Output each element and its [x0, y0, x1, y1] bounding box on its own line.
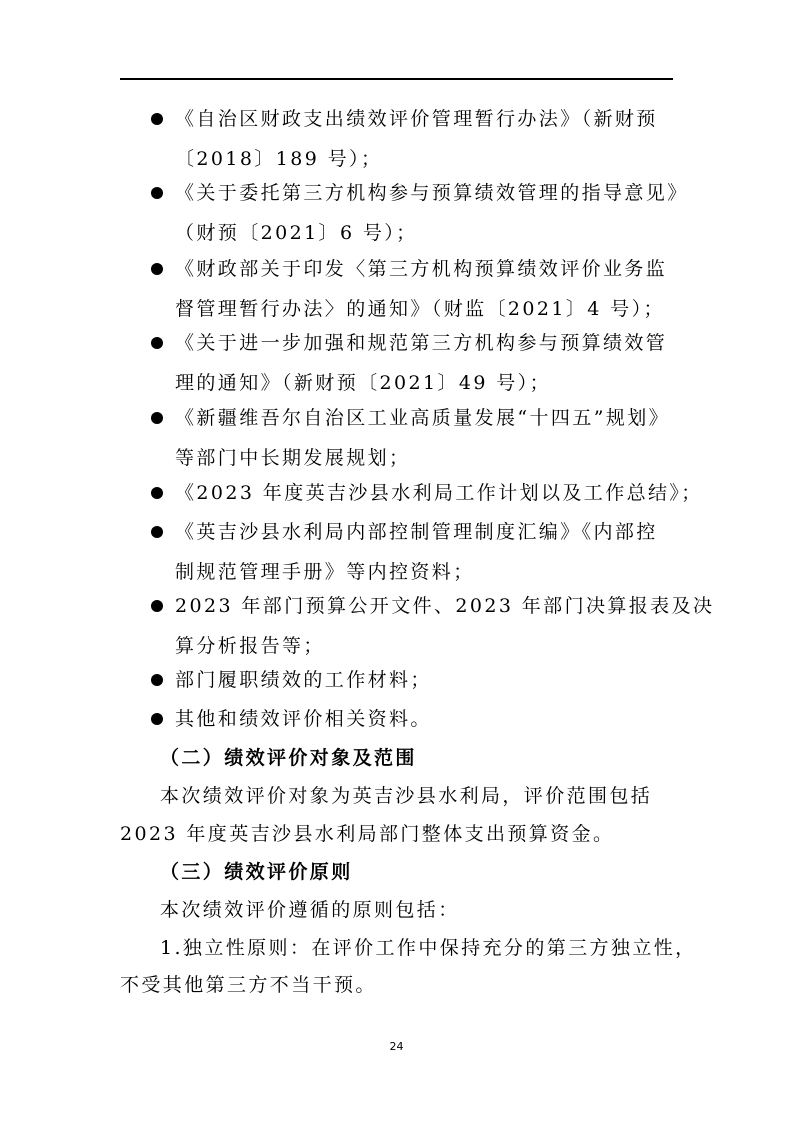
paragraph-line: 本次绩效评价对象为英吉沙县水利局，评价范围包括 — [160, 785, 653, 807]
page-number: 24 — [389, 1040, 404, 1053]
bullet-dot — [151, 113, 163, 125]
list-item-line: 《关于进一步加强和规范第三方机构参与预算绩效管 — [175, 332, 668, 354]
list-item-line: 《新疆维吾尔自治区工业高质量发展“十四五”规划》 — [175, 407, 671, 429]
list-item-line: 〔2018〕189 号）； — [175, 148, 383, 170]
paragraph-line: 1.独立性原则：在评价工作中保持充分的第三方独立性， — [160, 937, 697, 959]
paragraph-line: 本次绩效评价遵循的原则包括： — [160, 899, 460, 921]
list-item-line: 督管理暂行办法〉的通知》（财监〔2021〕4 号）； — [175, 298, 665, 320]
bullet-dot — [151, 674, 163, 686]
list-item-line: 算分析报告等； — [175, 635, 325, 657]
list-item-line: 《英吉沙县水利局内部控制管理制度汇编》《内部控 — [175, 521, 658, 543]
header-rule — [120, 78, 673, 80]
list-item-line: 《2023 年度英吉沙县水利局工作计划以及工作总结》； — [175, 482, 703, 504]
list-item-line: 《自治区财政支出绩效评价管理暂行办法》（新财预 — [175, 108, 658, 130]
list-item-line: 其他和绩效评价相关资料。 — [175, 708, 432, 730]
bullet-dot — [151, 526, 163, 538]
list-item-line: 等部门中长期发展规划； — [175, 447, 411, 469]
list-item-line: 《关于委托第三方机构参与预算绩效管理的指导意见》 — [175, 182, 689, 204]
bullet-dot — [151, 713, 163, 725]
list-item-line: 部门履职绩效的工作材料； — [175, 669, 432, 691]
paragraph-line: 2023 年度英吉沙县水利局部门整体支出预算资金。 — [120, 823, 615, 845]
list-item-line: 制规范管理手册》等内控资料； — [175, 561, 475, 583]
section-heading: （三）绩效评价原则 — [160, 861, 353, 883]
bullet-dot — [151, 487, 163, 499]
list-item-line: 2023 年部门预算公开文件、2023 年部门决算报表及决 — [175, 595, 715, 617]
list-item-line: （财预〔2021〕6 号）； — [175, 222, 418, 244]
bullet-dot — [151, 187, 163, 199]
list-item-line: 理的通知》（新财预〔2021〕49 号）； — [175, 372, 551, 394]
list-item-line: 《财政部关于印发〈第三方机构预算绩效评价业务监 — [175, 258, 668, 280]
bullet-dot — [151, 600, 163, 612]
section-heading: （二）绩效评价对象及范围 — [160, 747, 417, 769]
paragraph-line: 不受其他第三方不当干预。 — [120, 974, 377, 996]
bullet-dot — [151, 337, 163, 349]
bullet-dot — [151, 412, 163, 424]
bullet-dot — [151, 263, 163, 275]
